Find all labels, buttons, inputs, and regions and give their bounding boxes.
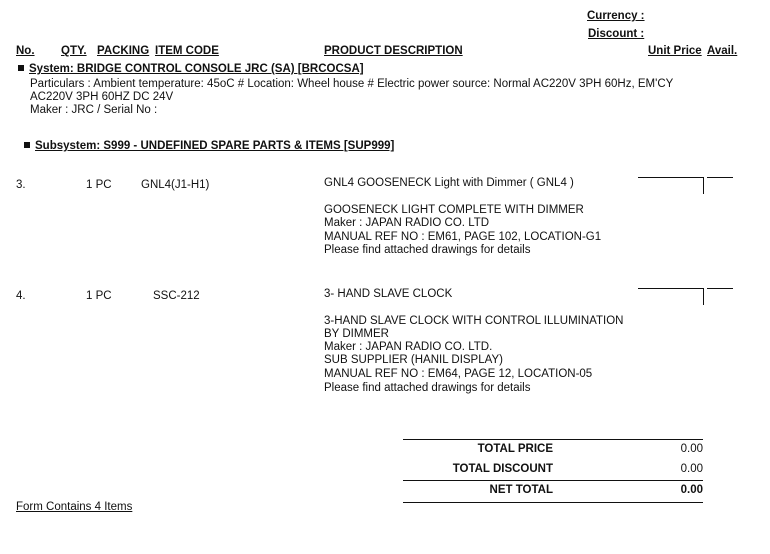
subsystem-title: Subsystem: S999 - UNDEFINED SPARE PARTS & ITEMS [SUP999] <box>35 140 395 152</box>
item-detail: BY DIMMER <box>324 328 389 340</box>
system-particulars-line-2: AC220V 3PH 60HZ DC 24V <box>30 91 174 103</box>
avail-underline <box>707 177 733 178</box>
col-header-description: PRODUCT DESCRIPTION <box>324 45 463 57</box>
column-divider <box>703 177 704 194</box>
bullet-square-icon <box>18 65 24 71</box>
item-detail: Please find attached drawings for details <box>324 382 531 394</box>
item-detail: GOOSENECK LIGHT COMPLETE WITH DIMMER <box>324 204 584 216</box>
system-title: System: BRIDGE CONTROL CONSOLE JRC (SA) [BRCOCSA] <box>29 63 364 75</box>
discount-label: Discount : <box>588 28 645 40</box>
item-title: 3- HAND SLAVE CLOCK <box>324 288 453 300</box>
item-detail: MANUAL REF NO : EM61, PAGE 102, LOCATION-G1 <box>324 231 602 243</box>
subsystem-heading <box>24 140 394 152</box>
currency-label: Currency : <box>587 10 645 22</box>
form-item-count-note: Form Contains 4 Items <box>16 501 133 513</box>
col-header-item-code: ITEM CODE <box>155 45 219 57</box>
item-code: GNL4(J1-H1) <box>141 179 210 191</box>
bullet-square-icon <box>24 142 30 148</box>
col-header-packing: PACKING <box>97 45 150 57</box>
total-price-label: TOTAL PRICE <box>477 443 553 455</box>
unit-price-underline <box>638 177 703 178</box>
item-title: GNL4 GOOSENECK Light with Dimmer ( GNL4 ) <box>324 177 574 189</box>
total-discount-value: 0.00 <box>680 463 703 475</box>
system-particulars-line-1: Particulars : Ambient temperature: 45oC # Location: Wheel house # Electric power source: Normal AC220V 3PH 60Hz, EM'CY <box>30 78 674 90</box>
item-no: 4. <box>16 290 26 302</box>
item-detail: MANUAL REF NO : EM64, PAGE 12, LOCATION-05 <box>324 368 593 380</box>
item-qty: 1 PC <box>86 179 112 191</box>
item-detail: Maker : JAPAN RADIO CO. LTD. <box>324 341 493 353</box>
totals-bottom-rule <box>403 502 703 503</box>
totals-top-rule <box>403 439 703 440</box>
column-divider <box>703 288 704 305</box>
unit-price-underline <box>638 288 703 289</box>
item-detail: 3-HAND SLAVE CLOCK WITH CONTROL ILLUMINATION <box>324 315 624 327</box>
col-header-avail: Avail. <box>707 45 738 57</box>
item-detail: Maker : JAPAN RADIO CO. LTD <box>324 217 490 229</box>
col-header-qty: QTY. <box>61 45 87 57</box>
item-qty: 1 PC <box>86 290 112 302</box>
col-header-unit-price: Unit Price <box>648 45 702 57</box>
item-detail: Please find attached drawings for details <box>324 244 531 256</box>
system-heading <box>18 63 364 75</box>
net-total-label: NET TOTAL <box>489 484 553 496</box>
totals-mid-rule <box>403 480 703 481</box>
net-total-value: 0.00 <box>680 484 703 496</box>
item-code: SSC-212 <box>153 290 200 302</box>
total-discount-label: TOTAL DISCOUNT <box>452 463 553 475</box>
item-no: 3. <box>16 179 26 191</box>
item-detail: SUB SUPPLIER (HANIL DISPLAY) <box>324 354 503 366</box>
system-maker: Maker : JRC / Serial No : <box>30 104 158 116</box>
total-price-value: 0.00 <box>680 443 703 455</box>
avail-underline <box>707 288 733 289</box>
col-header-no: No. <box>16 45 35 57</box>
